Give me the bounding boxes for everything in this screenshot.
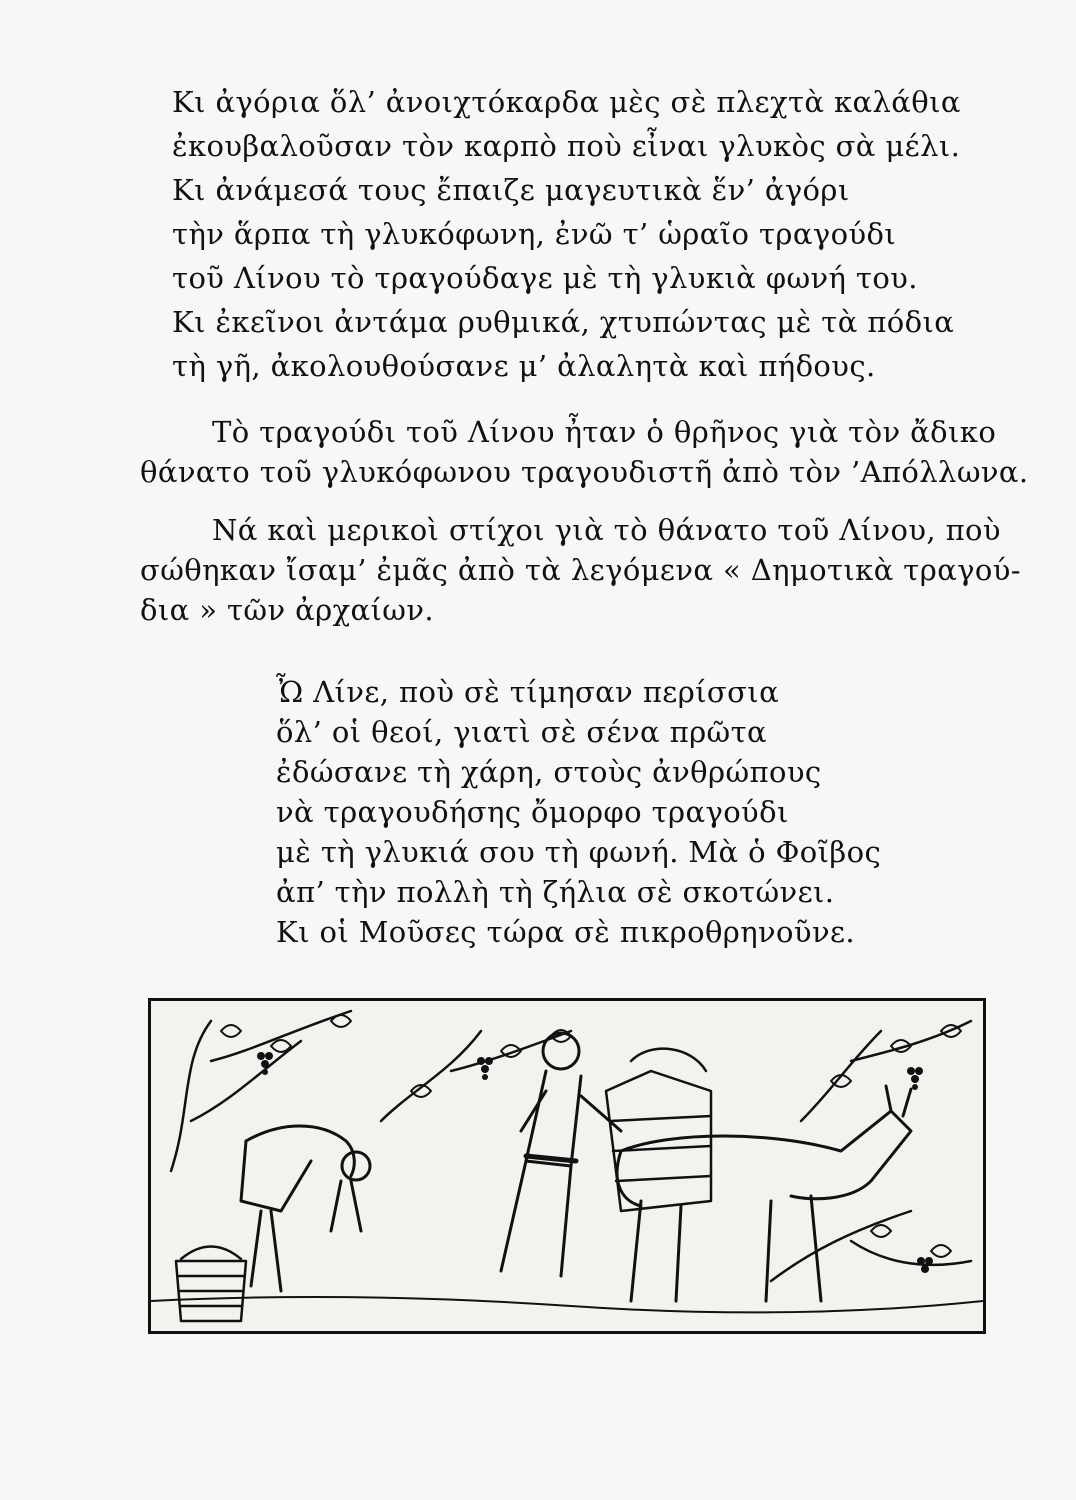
prose-line: θάνατο τοῦ γλυκόφωνου τραγουδιστῆ ἀπὸ τὸν ’Απόλλωνα.	[140, 455, 1029, 489]
poem-line: ἀπ’ τὴν πολλὴ τὴ ζήλια σὲ σκοτώνει.	[276, 875, 835, 909]
prose-line: δια » τῶν ἀρχαίων.	[140, 593, 434, 627]
verse-line: τὴ γῆ, ἀκολουθούσανε μ’ ἀλαλητὰ καὶ πήδους.	[172, 349, 876, 383]
prose-line: σώθηκαν ἴσαμ’ ἐμᾶς ἀπὸ τὰ λεγόμενα « Δημοτικὰ τραγού-	[140, 553, 1022, 587]
verse-line: Κι ἀνάμεσά τους ἔπαιζε μαγευτικὰ ἕν’ ἀγόρι	[172, 173, 850, 207]
prose-line: Τὸ τραγούδι τοῦ Λίνου ἦταν ὁ θρῆνος γιὰ τὸν ἄδικο	[212, 415, 997, 449]
bending-figure	[241, 1126, 370, 1291]
grape-bunches	[257, 1052, 933, 1273]
poem-line: ἐδώσανε τὴ χάρη, στοὺς ἀνθρώπους	[276, 755, 822, 789]
poem-line: Κι οἱ Μοῦσες τώρα σὲ πικροθρηνοῦνε.	[276, 915, 856, 949]
verse-line: Κι ἐκεῖνοι ἀντάμα ρυθμικά, χτυπώντας μὲ τὰ πόδια	[172, 305, 955, 339]
harvester-figure	[501, 1033, 621, 1276]
poem-line: Ὦ Λίνε, ποὺ σὲ τίμησαν περίσσια	[276, 675, 780, 709]
prose-line: Νά καὶ μερικοὶ στίχοι γιὰ τὸ θάνατο τοῦ Λίνου, ποὺ	[212, 513, 1001, 547]
verse-line: τὴν ἅρπα τὴ γλυκόφωνη, ἐνῶ τ’ ὡραῖο τραγούδι	[172, 217, 897, 251]
prose-text	[140, 412, 1029, 630]
poem-line: νὰ τραγουδήσης ὄμορφο τραγούδι	[276, 795, 789, 829]
vine-branches	[171, 1011, 971, 1281]
poem-line: μὲ τὴ γλυκιά σου τὴ φωνή. Μὰ ὁ Φοῖβος	[276, 835, 882, 869]
grape-basket	[176, 1247, 246, 1322]
verse-line: τοῦ Λίνου τὸ τραγούδαγε μὲ τὴ γλυκιὰ φωνή του.	[172, 261, 918, 295]
verse-top	[172, 80, 961, 388]
verse-line: Κι ἀγόρια ὅλ’ ἀνοιχτόκαρδα μὲς σὲ πλεχτὰ καλάθια	[172, 85, 961, 119]
verse-line: ἐκουβαλοῦσαν τὸν καρπὸ ποὺ εἶναι γλυκὸς σὰ μέλι.	[172, 129, 961, 163]
poem-linus	[276, 672, 882, 952]
poem-line: ὅλ’ οἱ θεοί, γιατὶ σὲ σένα πρῶτα	[276, 715, 768, 749]
vintage-illustration	[148, 998, 986, 1334]
